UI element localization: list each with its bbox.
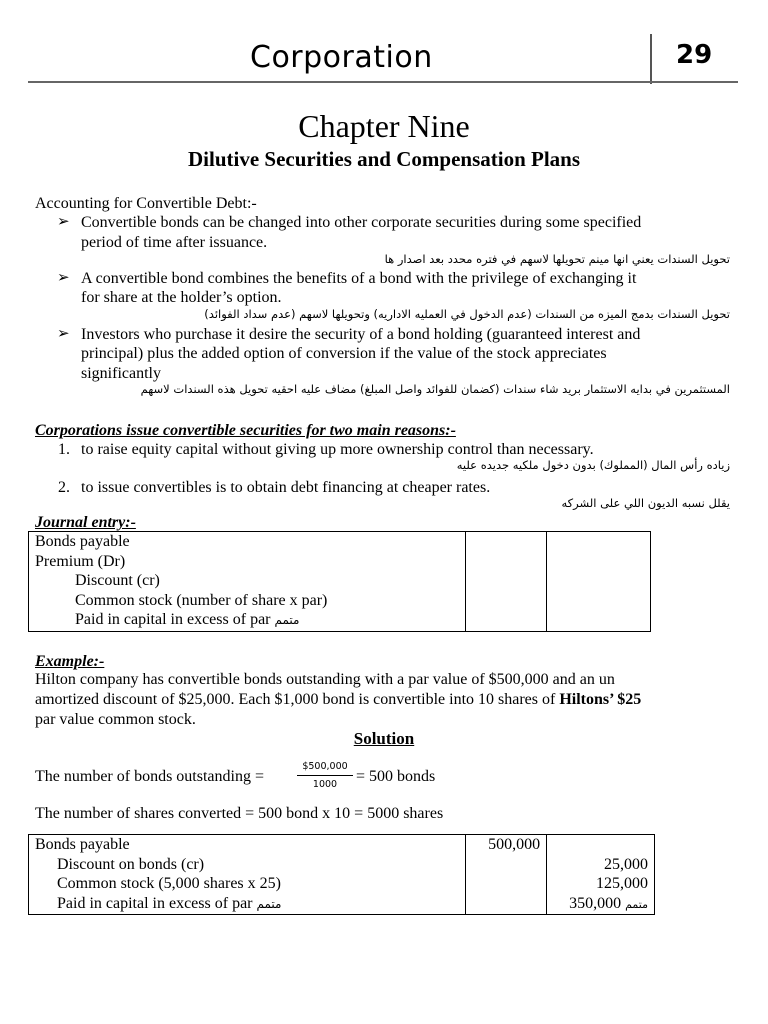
solution-line: Discount on bonds (cr) xyxy=(57,855,205,873)
solution-account-cell xyxy=(29,835,466,915)
chapter-subtitle: Dilutive Securities and Compensation Plans xyxy=(187,147,581,171)
example-line-1: Hilton company has convertible bonds outstanding with a par value of $500,000 and an un xyxy=(35,671,615,688)
bullet-1-line-2: period of time after issuance. xyxy=(81,234,268,251)
bullet-1-arabic-note: تحويل السندات يعني انها مينم تحويلها لاسهم في فتره محدد بعد اصدار ها xyxy=(384,252,730,266)
reasons-heading: Corporations issue convertible securities for two main reasons:- xyxy=(35,422,456,439)
reason-1-arabic-note: زياده رأس المال (المملوك) بدون دخول ملكيه جديده عليه xyxy=(456,458,730,472)
bullet-2-line-2: for share at the holder’s option. xyxy=(81,289,282,306)
solution-debit-cell xyxy=(466,835,547,915)
journal-heading: Journal entry:- xyxy=(35,514,136,531)
calc-numerator: $500,000 xyxy=(302,761,348,772)
journal-credit-cell xyxy=(547,532,651,632)
bullet-arrow-icon: ➢ xyxy=(57,270,70,286)
solution-heading: Solution xyxy=(353,729,415,748)
bullet-3-arabic-note: المستثمرين في بدايه الاستثمار بريد شاء سندات (كضمان للفوائد واصل المبلغ) مضاف عليه احقيه تحويل هذه السندات لاسهم xyxy=(140,382,730,396)
section-heading: Accounting for Convertible Debt:- xyxy=(35,195,257,212)
solution-credit-cell xyxy=(547,835,655,915)
calc-denominator: 1000 xyxy=(312,779,338,790)
header-divider xyxy=(650,34,652,84)
journal-account-cell xyxy=(29,532,466,632)
credit-value: 350,000 متمم xyxy=(569,894,648,912)
chapter-title: Chapter Nine xyxy=(298,108,470,144)
credit-value xyxy=(553,835,648,855)
calc-bonds-result: = 500 bonds xyxy=(356,768,436,785)
solution-line: Bonds payable xyxy=(35,836,130,853)
solution-line: Common stock (5,000 shares x 25) xyxy=(57,875,281,893)
bullet-1-line-1: Convertible bonds can be changed into other corporate securities during some specified xyxy=(81,214,642,231)
reason-2-text: to issue convertibles is to obtain debt financing at cheaper rates. xyxy=(81,479,491,496)
example-heading: Example:- xyxy=(35,653,105,670)
example-line-3: par value common stock. xyxy=(35,711,196,728)
bullet-3-line-2: principal) plus the added option of conversion if the value of the stock appreciates xyxy=(81,345,607,362)
journal-entry-table xyxy=(28,531,651,632)
bullet-3-line-3: significantly xyxy=(81,365,161,382)
bullet-2-arabic-note: تحويل السندات بدمج الميزه من السندات (عدم الدخول في العمليه الاداريه) وتحويلها لاسهم (عدم سداد الفوائد) xyxy=(204,307,730,321)
credit-value: 25,000 xyxy=(604,855,648,873)
solution-entry-table xyxy=(28,834,655,915)
credit-value: 125,000 xyxy=(596,875,648,893)
reason-2-number: 2. xyxy=(58,479,70,496)
bullet-arrow-icon: ➢ xyxy=(57,214,70,230)
debit-value: 500,000 xyxy=(488,836,541,853)
journal-line: Premium (Dr) xyxy=(35,552,126,570)
journal-debit-cell xyxy=(466,532,547,632)
reason-1-number: 1. xyxy=(58,441,70,458)
journal-line: Common stock (number of share x par) xyxy=(75,591,328,609)
calc-shares: The number of shares converted = 500 bond x 10 = 5000 shares xyxy=(35,805,444,822)
header-rule xyxy=(28,81,738,83)
journal-line: Discount (cr) xyxy=(75,572,160,590)
solution-line: Paid in capital in excess of par متمم xyxy=(57,894,282,912)
running-header-title: Corporation xyxy=(250,40,433,75)
reason-1-text: to raise equity capital without giving up more ownership control than necessary. xyxy=(81,441,594,458)
bullet-2-line-1: A convertible bond combines the benefits of a bond with the privilege of exchanging it xyxy=(81,270,637,287)
reason-2-arabic-note: يقلل نسبه الديون اللي على الشركه xyxy=(561,496,730,510)
journal-line: Paid in capital in excess of par متمم xyxy=(75,611,300,629)
journal-line: Bonds payable xyxy=(35,533,130,550)
example-line-2: amortized discount of $25,000. Each $1,000 bond is convertible into 10 shares of Hiltons’ $25 xyxy=(35,691,642,708)
calc-bonds-prefix: The number of bonds outstanding = xyxy=(35,768,264,785)
page-number: 29 xyxy=(676,40,713,70)
fraction-bar xyxy=(297,775,353,776)
bullet-arrow-icon: ➢ xyxy=(57,326,70,342)
bullet-3-line-1: Investors who purchase it desire the security of a bond holding (guaranteed interest and xyxy=(81,326,641,343)
